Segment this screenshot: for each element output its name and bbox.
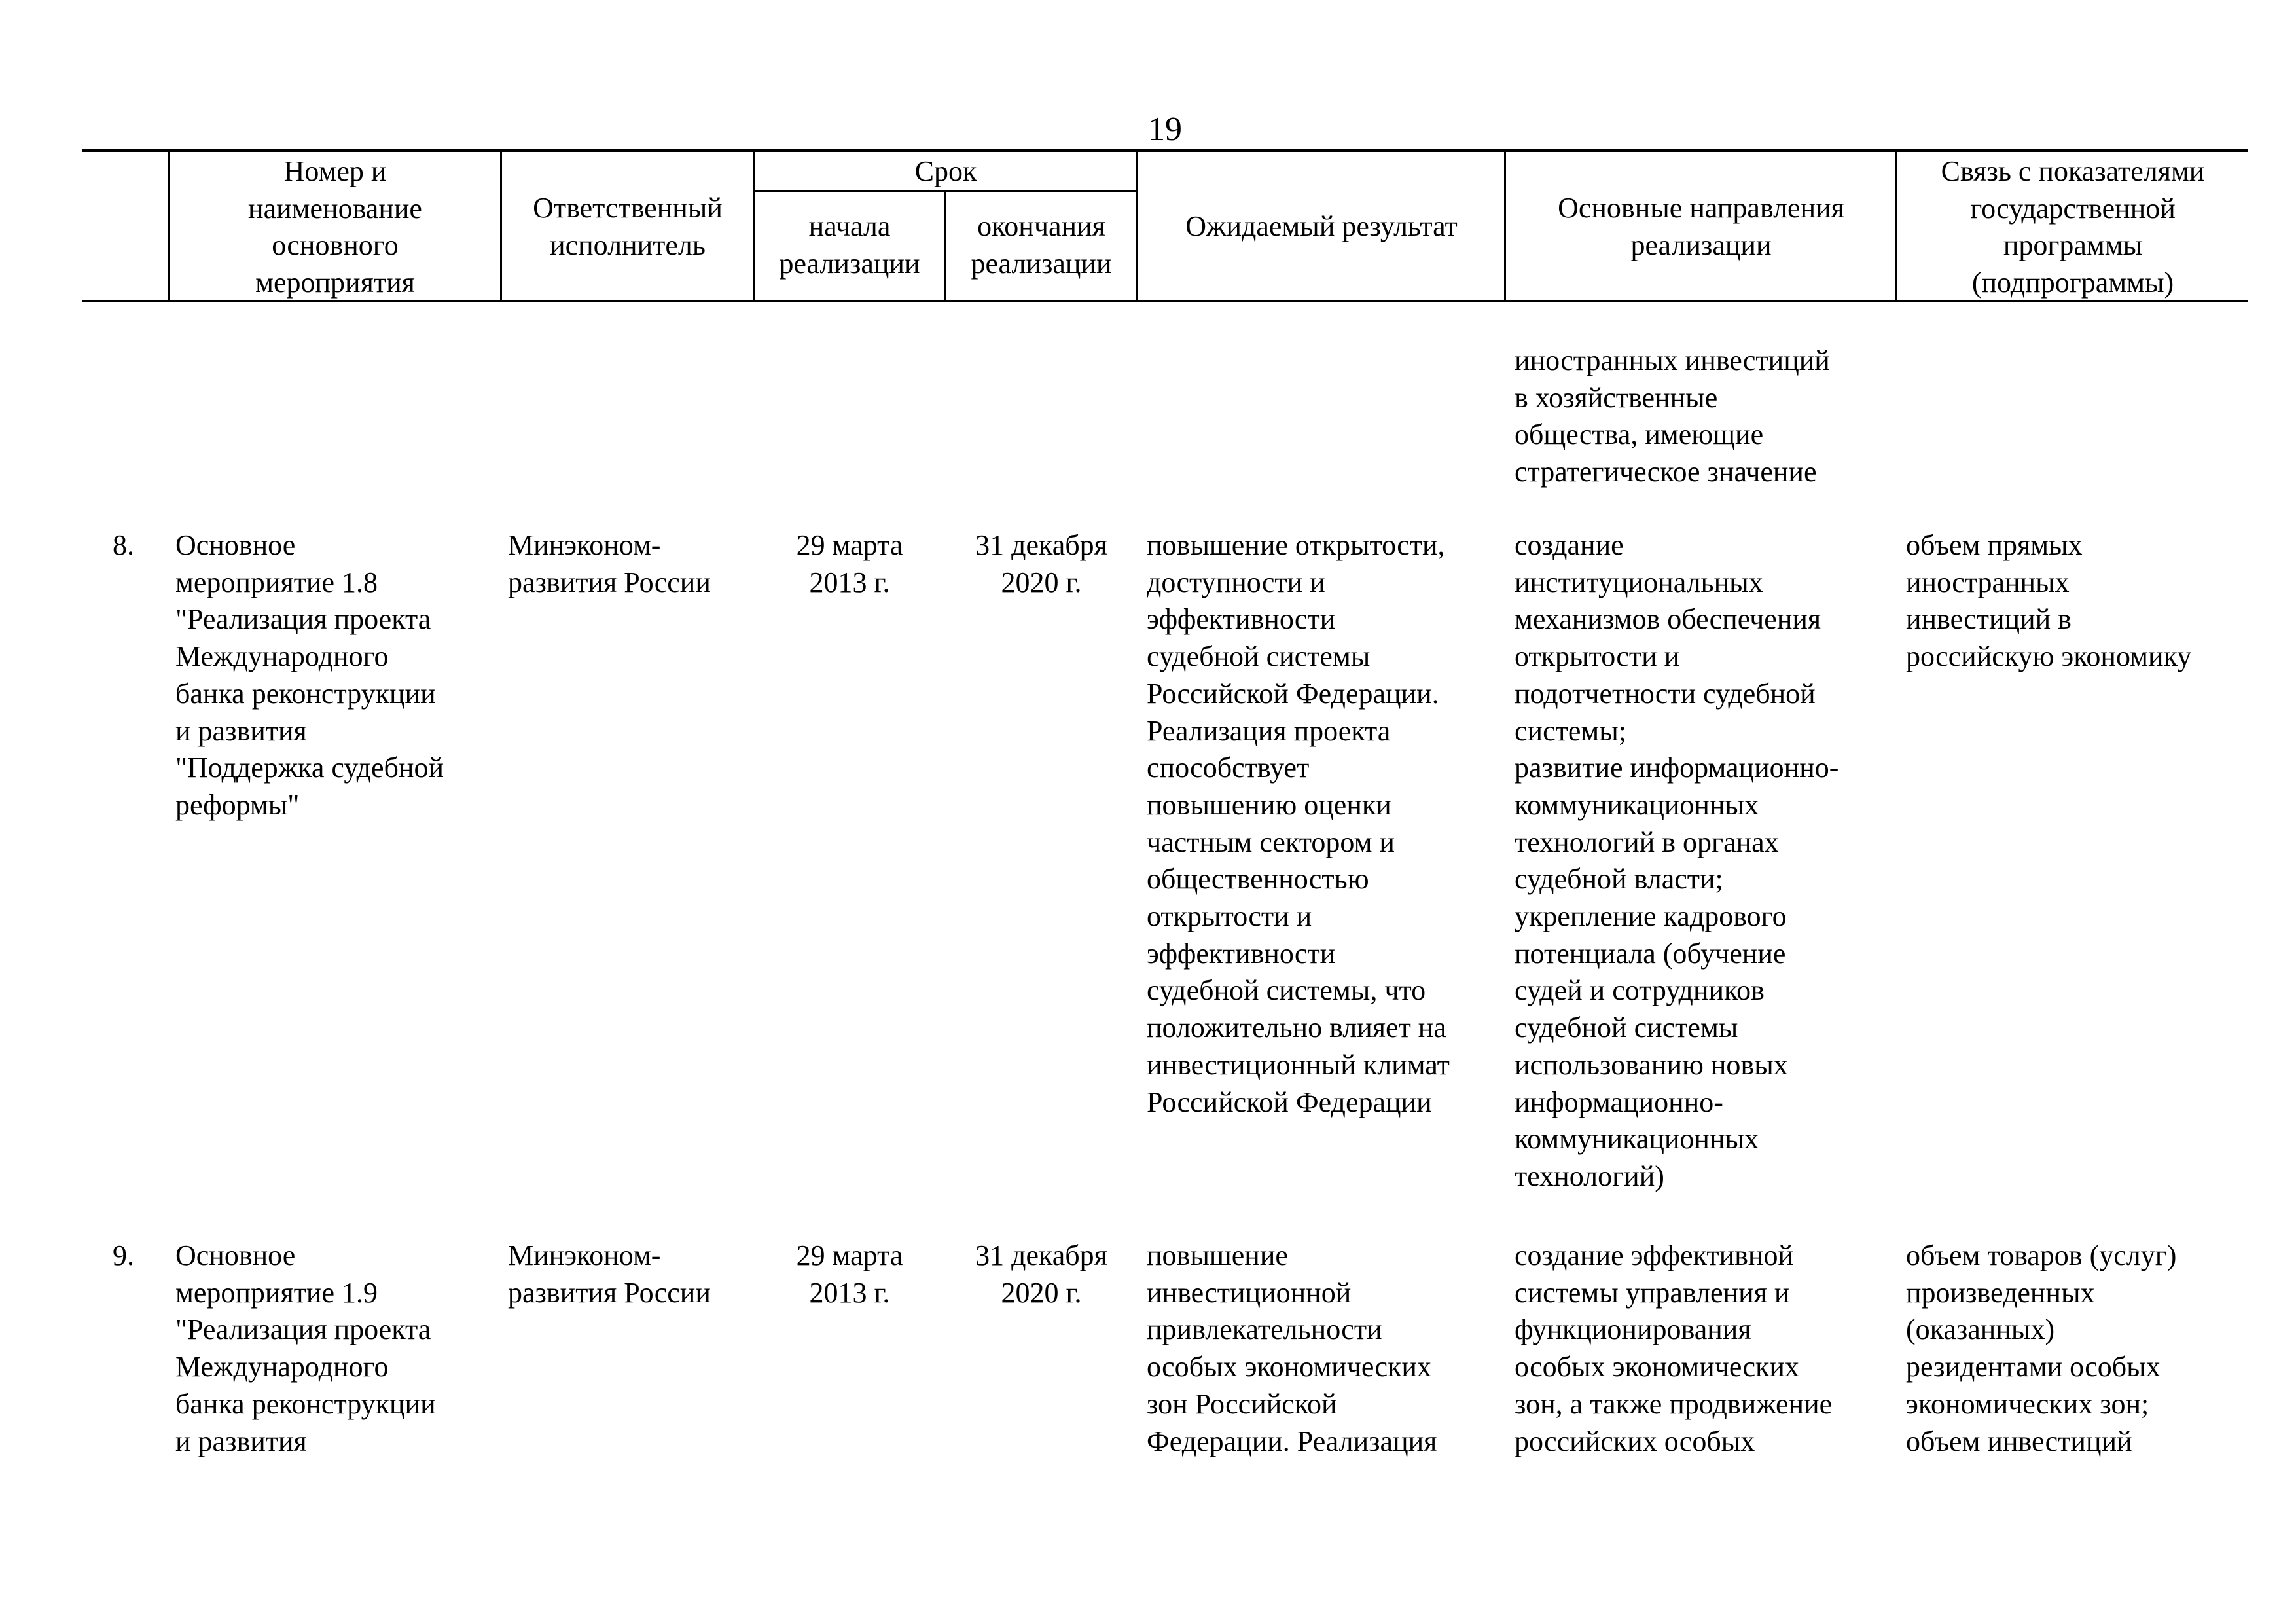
- row-8-directions: создание институциональных механизмов обеспечения открытости и подотчетности судебной системы; развитие информационно- коммуникационных технологий в органах судебной власти; укрепление кадрового потенциала (обучение судей и сотрудников судебной системы использованию новых информационно- коммуникационных технологий): [1515, 529, 1839, 1192]
- row-9-start: 29 марта 2013 г.: [796, 1239, 903, 1309]
- header-end: окончания реализации: [971, 210, 1112, 280]
- row-9-executor: Минэконом- развития России: [508, 1239, 711, 1309]
- col-divider-5: [1136, 151, 1138, 301]
- col-divider-2: [500, 151, 502, 301]
- row-8-number: 8.: [113, 529, 134, 561]
- col-divider-7: [1895, 151, 1897, 301]
- row-9-directions: создание эффективной системы управления и функционирования особых экономических зон, а также продвижение российских особых: [1515, 1239, 1833, 1457]
- col-divider-1: [168, 151, 170, 301]
- header-name: Номер и наименование основного мероприятия: [248, 155, 422, 299]
- row-8-start: 29 марта 2013 г.: [796, 529, 903, 598]
- row-9-end: 31 декабря 2020 г.: [975, 1239, 1107, 1309]
- row-9-name: Основное мероприятие 1.9 "Реализация проекта Международного банка реконструкции и развития: [175, 1239, 436, 1457]
- row-9-indicators: объем товаров (услуг) произведенных (оказанных) резидентами особых экономических зон; объем инвестиций: [1906, 1239, 2177, 1457]
- header-term: Срок: [914, 155, 977, 187]
- row-8-end: 31 декабря 2020 г.: [975, 529, 1107, 598]
- col-divider-6: [1504, 151, 1506, 301]
- row-8-indicators: объем прямых иностранных инвестиций в российскую экономику: [1906, 529, 2192, 673]
- row-8-executor: Минэконом- развития России: [508, 529, 711, 598]
- header-executor: Ответственный исполнитель: [533, 192, 723, 261]
- continued-directions: иностранных инвестиций в хозяйственные общества, имеющие стратегическое значение: [1515, 344, 1830, 488]
- header-result: Ожидаемый результат: [1185, 210, 1458, 242]
- page-number: 19: [1148, 111, 1182, 148]
- col-divider-4: [944, 191, 946, 301]
- row-8-result: повышение открытости, доступности и эффективности судебной системы Российской Федерации. Реализация проекта способствует повышению оценки частным сектором и общественностью открытости и эффективности судебной системы, что положительно влияет на инвестиционный климат Российской Федерации: [1147, 529, 1450, 1118]
- header-indicators: Связь с показателями государственной программы (подпрограммы): [1941, 155, 2205, 299]
- header-directions: Основные направления реализации: [1558, 192, 1844, 261]
- col-divider-3: [753, 151, 755, 301]
- row-8-name: Основное мероприятие 1.8 "Реализация проекта Международного банка реконструкции и развития "Поддержка судебной реформы": [175, 529, 444, 821]
- header-top-rule: [82, 149, 2248, 152]
- header-start: начала реализации: [779, 210, 920, 280]
- row-9-number: 9.: [113, 1239, 134, 1271]
- row-9-result: повышение инвестиционной привлекательности особых экономических зон Российской Федерации. Реализация: [1147, 1239, 1437, 1457]
